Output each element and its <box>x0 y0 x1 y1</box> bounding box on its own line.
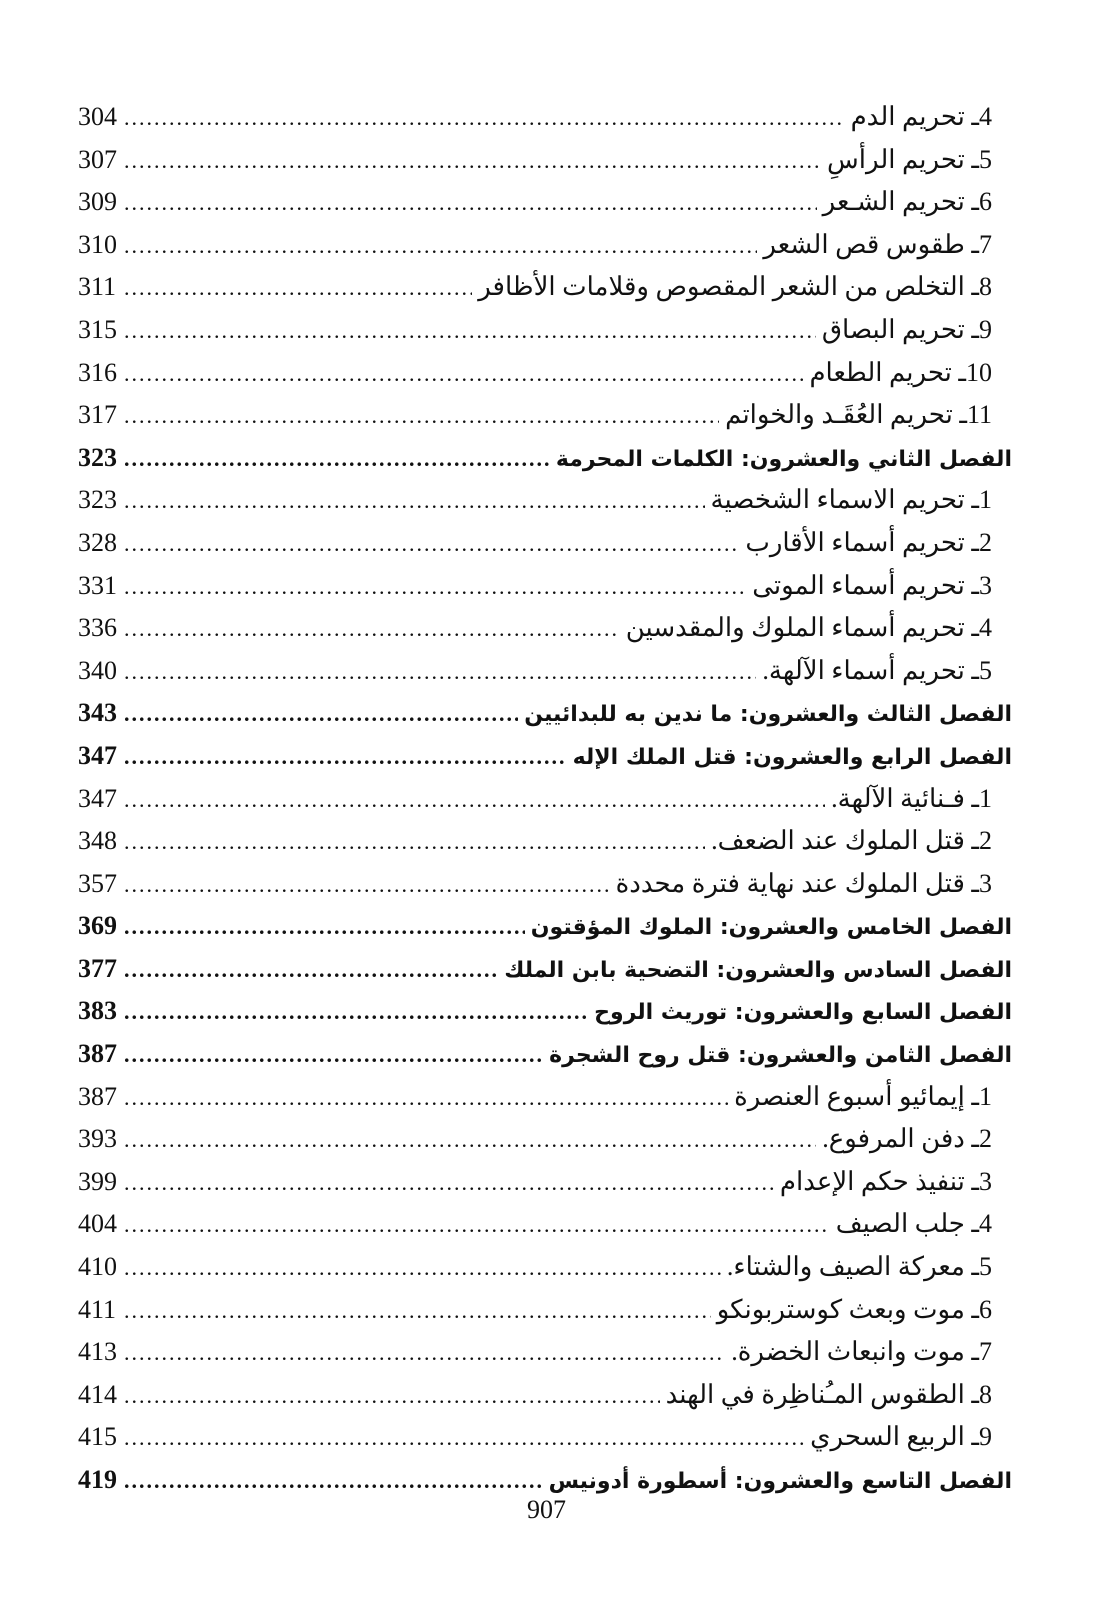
dot-leader <box>124 480 705 522</box>
dot-leader <box>124 1332 725 1374</box>
toc-entry-title: 5ـ تحريم الرأسِ <box>827 144 992 174</box>
toc-section-row <box>78 224 1012 267</box>
toc-section-row <box>78 1161 1012 1204</box>
toc-entry-title: الفصل التاسع والعشرون: أسطورة أدونيس <box>548 1469 1012 1494</box>
toc-entry-title: 10ـ تحريم الطعام <box>809 357 992 387</box>
toc-entry-title: 2ـ تحريم أسماء الأقارب <box>745 527 992 557</box>
toc-entry-title: الفصل الخامس والعشرون: الملوك المؤقتون <box>530 915 1012 941</box>
toc-page-number: 414 <box>78 1379 117 1409</box>
toc-page-number: 404 <box>78 1209 117 1239</box>
toc-entry-title: 4ـ جلب الصيف <box>835 1209 992 1239</box>
dot-leader <box>124 1290 711 1332</box>
toc-section-row <box>78 820 1012 863</box>
toc-section-row <box>78 266 1012 309</box>
dot-leader <box>124 1034 543 1076</box>
dot-leader <box>124 821 705 863</box>
toc-entry-title: الفصل الثالث والعشرون: ما ندين به للبدائيين <box>524 702 1012 728</box>
toc-page-number: 357 <box>78 868 117 898</box>
toc-page-number: 387 <box>78 1081 117 1111</box>
dot-leader <box>124 225 757 267</box>
toc-section-row <box>78 309 1012 352</box>
dot-leader <box>124 1417 804 1459</box>
table-of-contents <box>78 96 1012 1502</box>
toc-page-number: 387 <box>78 1039 117 1069</box>
dot-leader <box>124 1375 660 1417</box>
toc-section-row <box>78 1076 1012 1119</box>
toc-section-row <box>78 96 1012 139</box>
toc-page-number: 331 <box>78 570 117 600</box>
toc-page-number: 393 <box>78 1124 117 1154</box>
toc-chapter-row <box>78 692 1012 735</box>
toc-page-number: 347 <box>78 740 117 770</box>
toc-chapter-row <box>78 437 1012 480</box>
toc-section-row <box>78 1331 1012 1374</box>
page-number-footer: 907 <box>527 1495 566 1524</box>
toc-page-number: 411 <box>78 1294 117 1324</box>
toc-entry-title: 1ـ فـنائية الآلهة. <box>831 783 992 813</box>
dot-leader <box>124 693 518 735</box>
dot-leader <box>124 906 525 948</box>
toc-section-row <box>78 863 1012 906</box>
dot-leader <box>124 523 739 565</box>
toc-section-row <box>78 607 1012 650</box>
toc-section-row <box>78 1289 1012 1332</box>
toc-entry-title: 3ـ قتل الملوك عند نهاية فترة محددة <box>615 868 992 898</box>
toc-chapter-row <box>78 905 1012 948</box>
toc-entry-title: 6ـ موت وبعث كوستربونكو <box>716 1294 992 1324</box>
toc-page-number: 309 <box>78 187 117 217</box>
toc-page-number: 323 <box>78 442 117 472</box>
dot-leader <box>124 1204 830 1246</box>
toc-section-row <box>78 352 1012 395</box>
toc-entry-title: 9ـ الربيع السحري <box>810 1422 992 1452</box>
toc-page-number: 307 <box>78 144 117 174</box>
toc-page-number: 410 <box>78 1252 117 1282</box>
toc-section-row <box>78 394 1012 437</box>
toc-page-number: 340 <box>78 655 117 685</box>
dot-leader <box>124 651 756 693</box>
dot-leader <box>124 140 821 182</box>
dot-leader <box>124 736 567 778</box>
toc-page-number: 304 <box>78 102 117 131</box>
toc-entry-title: 5ـ معركة الصيف والشتاء. <box>726 1252 992 1282</box>
dot-leader <box>124 97 845 139</box>
toc-page-number: 419 <box>78 1465 117 1494</box>
toc-entry-title: الفصل السادس والعشرون: التضحية بابن الملك <box>504 957 1012 983</box>
toc-entry-title: 2ـ قتل الملوك عند الضعف. <box>711 826 992 856</box>
toc-page-number: 328 <box>78 527 117 557</box>
toc-entry-title: الفصل الرابع والعشرون: قتل الملك الإله <box>572 744 1012 770</box>
toc-chapter-row <box>78 1033 1012 1076</box>
toc-entry-title: 4ـ تحريم أسماء الملوك والمقدسين <box>625 613 992 643</box>
toc-section-row <box>78 181 1012 224</box>
toc-entry-title: الفصل الثاني والعشرون: الكلمات المحرمة <box>555 446 1012 472</box>
toc-page-number: 383 <box>78 996 117 1026</box>
dot-leader <box>124 566 746 608</box>
toc-chapter-row <box>78 735 1012 778</box>
toc-entry-title: 2ـ دفن المرفوع. <box>822 1124 992 1154</box>
dot-leader <box>124 438 550 480</box>
dot-leader <box>124 310 816 352</box>
toc-page-number: 369 <box>78 911 117 941</box>
dot-leader <box>124 182 817 224</box>
toc-page-number: 317 <box>78 400 117 430</box>
toc-section-row <box>78 1416 1012 1459</box>
toc-section-row <box>78 1246 1012 1289</box>
toc-section-row <box>78 139 1012 182</box>
toc-section-row <box>78 522 1012 565</box>
toc-entry-title: 5ـ تحريم أسماء الآلهة. <box>762 655 992 685</box>
dot-leader <box>124 1077 728 1119</box>
toc-entry-title: 11ـ تحريم العُقَـد والخواتم <box>725 400 992 430</box>
toc-entry-title: 9ـ تحريم البصاق <box>821 314 992 344</box>
toc-entry-title: 3ـ تحريم أسماء الموتى <box>752 570 992 600</box>
toc-page-number: 316 <box>78 357 117 387</box>
dot-leader <box>124 395 719 437</box>
toc-entry-title: 7ـ طقوس قص الشعر <box>763 229 992 259</box>
toc-page-number: 399 <box>78 1166 117 1196</box>
toc-page-number: 348 <box>78 826 117 856</box>
toc-entry-title: 6ـ تحريم الشـعر <box>822 187 992 217</box>
toc-chapter-row <box>78 990 1012 1033</box>
toc-entry-title: 4ـ تحريم الدم <box>850 102 992 131</box>
toc-entry-title: 8ـ الطقوس المـُناظِرة في الهند <box>665 1379 992 1409</box>
dot-leader <box>124 991 588 1033</box>
toc-chapter-row <box>78 948 1012 991</box>
toc-page-number: 415 <box>78 1422 117 1452</box>
dot-leader <box>124 1162 774 1204</box>
toc-entry-title: 3ـ تنفيذ حكم الإعدام <box>779 1166 992 1196</box>
dot-leader <box>124 608 620 650</box>
toc-section-row <box>78 650 1012 693</box>
toc-entry-title: 7ـ موت وانبعاث الخضرة. <box>731 1337 992 1367</box>
toc-section-row <box>78 1118 1012 1161</box>
toc-page-number: 311 <box>78 272 117 302</box>
dot-leader <box>124 1247 721 1289</box>
toc-section-row <box>78 778 1012 821</box>
dot-leader <box>124 267 472 309</box>
toc-section-row <box>78 479 1012 522</box>
dot-leader <box>124 1119 816 1161</box>
toc-entry-title: 1ـ تحريم الاسماء الشخصية <box>710 485 992 515</box>
toc-page-number: 377 <box>78 953 117 983</box>
toc-entry-title: الفصل الثامن والعشرون: قتل روح الشجرة <box>549 1043 1012 1069</box>
dot-leader <box>124 779 825 821</box>
toc-entry-title: 1ـ إيمائيو أسبوع العنصرة <box>734 1081 992 1111</box>
toc-page-number: 347 <box>78 783 117 813</box>
toc-section-row <box>78 565 1012 608</box>
toc-page-number: 343 <box>78 698 117 728</box>
toc-section-row <box>78 1203 1012 1246</box>
toc-page-number: 336 <box>78 613 117 643</box>
toc-entry-title: الفصل السابع والعشرون: توريث الروح <box>594 1000 1012 1026</box>
toc-page-number: 315 <box>78 314 117 344</box>
dot-leader <box>124 949 498 991</box>
toc-page-number: 323 <box>78 485 117 515</box>
dot-leader <box>124 864 610 906</box>
toc-section-row <box>78 1374 1012 1417</box>
dot-leader <box>124 353 803 395</box>
toc-entry-title: 8ـ التخلص من الشعر المقصوص وقلامات الأظافر <box>478 272 992 302</box>
toc-page-number: 310 <box>78 229 117 259</box>
toc-page-number: 413 <box>78 1337 117 1367</box>
